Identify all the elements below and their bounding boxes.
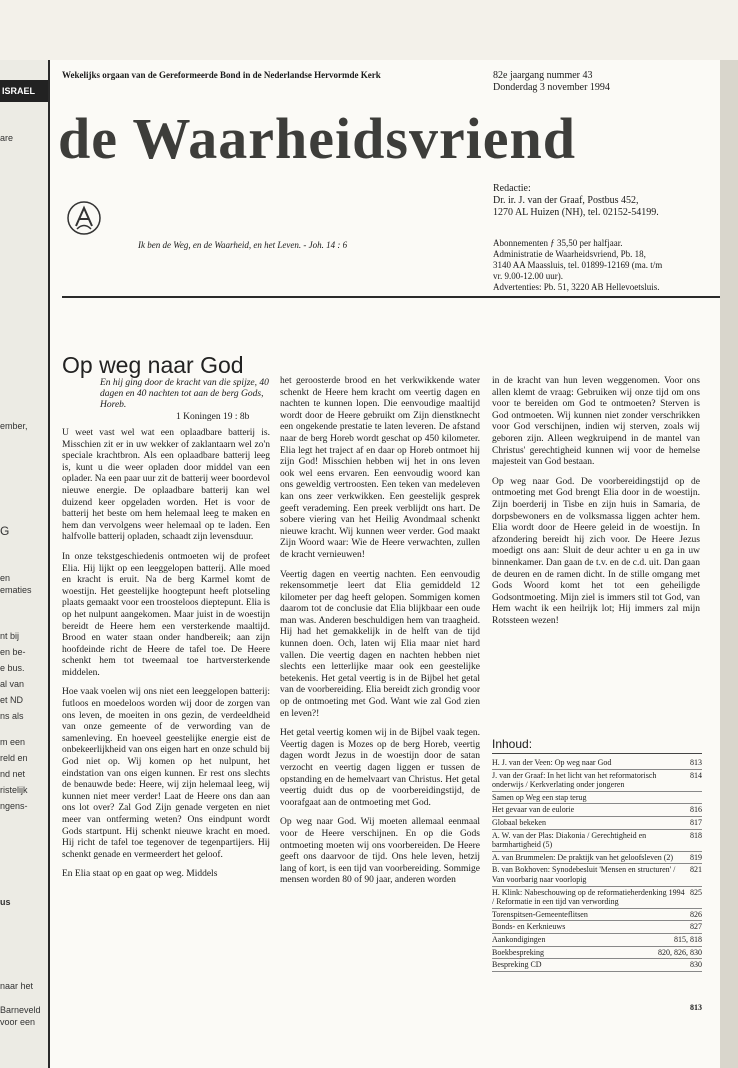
redactie-block (493, 183, 659, 219)
redactie-line: Dr. ir. J. van der Graaf, Postbus 452, (493, 195, 639, 206)
contents-entry (492, 959, 702, 972)
subscription-line: vr. 9.00-12.00 uur). (493, 271, 563, 281)
bible-reference: 1 Koningen 19 : 8b (176, 412, 250, 422)
strip-fragment: nd net (0, 769, 26, 779)
contents-entry-title: Het gevaar van de eulorie (492, 805, 575, 815)
page-edge-shadow (720, 60, 738, 1068)
masthead-rule (62, 296, 720, 298)
article-column-3 (492, 376, 700, 635)
contents-entry (492, 830, 702, 852)
contents-entry-title: H. Klink: Nabeschouwing op de reformatieherdenking 1994 / Reformatie in een tijd van verwording (492, 887, 685, 907)
contents-entry-page: 814 (690, 770, 702, 780)
strip-fragment: us (0, 897, 11, 907)
contents-entry-title: Torenspitsen-Gemeenteflitsen (492, 909, 588, 919)
strip-fragment: en be- (0, 647, 26, 657)
contents-entry-title: Boekbespreking (492, 947, 544, 957)
strip-fragment: ematies (0, 585, 32, 595)
issue-volume: 82e jaargang nummer 43 (493, 70, 593, 81)
contents-entry-title: Aankondigingen (492, 934, 546, 944)
contents-entry (492, 947, 702, 960)
contents-entry (492, 792, 702, 805)
subscription-line: Abonnementen ƒ 35,50 per halfjaar. (493, 238, 623, 248)
contents-entry-page: 818 (690, 830, 702, 840)
strip-fragment: ns als (0, 711, 24, 721)
paragraph: U weet vast wel wat een oplaadbare batterij is. Misschien zit er in uw wekker of zaklantaarn wel zo'n speciale krachtbron. Als een oplaadbare batterij leeg is, kunt u die weer opladen door middel van een oplader. Na een paar uur zit de batterij weer boordevol nieuwe energie. De oplaadbare batterij kan wel duizend keer opgeladen worden. Het is voor de batterij het beste om hem helemaal leeg te maken en hem dan vervolgens weer helemaal op te laden. Een halfvolle batterij opladen, schaadt zijn levensduur. (62, 428, 270, 543)
contents-entry (492, 757, 702, 770)
contents-entry (492, 770, 702, 792)
contents-entry-page: 830 (690, 960, 702, 970)
page-number: 813 (690, 1003, 702, 1012)
contents-entry-page: 816 (690, 805, 702, 815)
strip-fragment: ristelijk (0, 785, 28, 795)
contents-heading: Inhoud: (492, 737, 533, 751)
subscription-line: Administratie de Waarheidsvriend, Pb. 18, (493, 249, 646, 259)
paragraph: Het getal veertig komen wij in de Bijbel vaak tegen. Veertig dagen is Mozes op de berg Horeb, veertig dagen wordt Jezus in de woestijn door de satan verzocht en veertig dagen liggen er tussen de opstanding en de hemelvaart van Christus. Het getal veertig duidt dus op de voorbereidingstijd, de voorafgaat aan de ontmoeting met God. (280, 728, 480, 808)
article-column-2 (280, 376, 480, 895)
masthead-motto: Ik ben de Weg, en de Waarheid, en het Leven. - Joh. 14 : 6 (138, 240, 348, 250)
article-subtitle: En hij ging door de kracht van die spijze, 40 dagen en 40 nachten tot aan de berg Gods, Horeb. (100, 378, 269, 410)
strip-fragment: en (0, 573, 11, 583)
contents-entry-title: H. J. van der Veen: Op weg naar God (492, 758, 612, 767)
paragraph: Op weg naar God. Wij moeten allemaal eenmaal voor de Heere verschijnen. En op die Gods ontmoeting moeten wij ons voorbereiden. De Heere geeft ons daarvoor de tijd. Ons hele leven, hetzij lang of kort, is een tijd van voorbereiding. Sommige mensen worden 80 of 90 jaar, anderen worden (280, 817, 480, 886)
strip-fragment: m een (0, 737, 26, 747)
paragraph: En Elia staat op en gaat op weg. Middels (62, 869, 218, 880)
paragraph: Veertig dagen en veertig nachten. Een eenvoudig rekensommetje leert dat Elia gemiddeld 12 kilometer per dag heeft gelopen. Sommigen komen daarom tot de conclusie dat Elia blijkbaar een oude man was. Anderen beschuldigen hem van traagheid. Hij had het gemakkelijk in de helft van de tijd kunnen doen. Och, laten wij Elia maar niet hard vallen. Die veertig dagen en nachten hebben niet slechts een letterlijke maar ook een geestelijke betekenis. Het getal veertig is in de Bijbel het getal van de voorbereiding. Elia bereidt zich grondig voor op de ontmoeting met God. Want wie zal God zien en leven?! (280, 569, 480, 719)
subscription-line: 3140 AA Maassluis, tel. 01899-12169 (ma. t/m (493, 260, 663, 270)
contents-entry-page: 819 (690, 852, 702, 862)
strip-fragment: voor een (0, 1017, 36, 1027)
contents-entry-page: 820, 826, 830 (658, 947, 702, 957)
strip-fragment: nt bij (0, 631, 20, 641)
strip-fragment: al van (0, 679, 25, 689)
contents-entry (492, 804, 702, 817)
strip-label-israel: ISRAEL (0, 80, 48, 102)
contents-list (492, 757, 702, 972)
strip-fragment: ngens- (0, 801, 28, 811)
strip-fragment: et ND (0, 695, 24, 705)
masthead-title: de Waarheidsvriend (58, 106, 577, 171)
contents-entry-title: J. van der Graaf: In het licht van het reformatorisch onderwijs / Kerkverlating onder jongeren (492, 770, 657, 790)
contents-entry-page: 827 (690, 922, 702, 932)
contents-entry (492, 909, 702, 922)
redactie-line: Redactie: (493, 183, 531, 194)
contents-entry-title: B. van Bokhoven: Synodebesluit 'Mensen en structuren' / Van voorbarig naar voorlopig (492, 865, 676, 884)
contents-entry-page: 825 (690, 887, 702, 897)
subscription-block (493, 238, 662, 293)
contents-entry (492, 852, 702, 865)
strip-fragment: e bus. (0, 663, 25, 673)
contents-entry (492, 864, 702, 886)
issue-info (493, 70, 610, 94)
article-column-1 (62, 428, 270, 889)
paragraph: In onze tekstgeschiedenis ontmoeten wij de profeet Elia. Hij lijkt op een leeggelopen batterij. Alle moed en kracht is eruit. Na de berg Karmel komt de woestijn. Het geestelijke hoogtepunt heeft plotseling plaats gemaakt voor een troosteloos dieptepunt. Elia is op het nulpunt aangekomen. Maar juist in de woestijn bereidt de Heere hem een versterkende maaltijd. Brood en water staan onder handbereik; aan zijn hoofdeinde richt de Heere de tafel toe. De Heere schenkt hem tot tweemaal toe hartversterkende middelen. (62, 551, 270, 678)
article-title: Op weg naar God (62, 352, 244, 378)
masthead-tagline: Wekelijks orgaan van de Gereformeerde Bond in de Nederlandse Hervormde Kerk (62, 70, 381, 80)
paragraph: Op weg naar God. De voorbereidingstijd op de ontmoeting met God brengt Elia door in de woestijn. Zijn boerderij in Tisbe en zijn huis in Samaria, de dorpsbewoners en de volksmassa liggen achter hem. Elia wordt door de Heere geleid in de woestijn. In afzondering bereidt hij zich voor. De Heere Jezus moedigt ons aan: Sluit de deur achter u en ga in uw binnenkamer. Dan gaan de t.v. en de c.d. uit. Dan gaan de deuren en de ramen dicht. In de stille omgang met Gods Woord komt het tot een geheiligde Godsontmoeting. Mijn ziel is immers stil tot God, van Hem wacht ik een heilrijk lot; Hij immers zal mijn Rotssteen wezen! (492, 476, 700, 626)
contents-entry-title: Bonds- en Kerknieuws (492, 922, 566, 932)
contents-entry (492, 887, 702, 909)
contents-entry (492, 921, 702, 934)
contents-entry-page: 821 (690, 865, 702, 875)
contents-entry-title: Globaal bekeken (492, 817, 546, 827)
strip-fragment: Barneveld (0, 1005, 41, 1015)
contents-entry-title: Samen op Weg een stap terug (492, 792, 587, 802)
contents-entry-title: Bespreking CD (492, 960, 542, 970)
logo-alpha-omega-icon (66, 200, 102, 236)
contents-entry-page: 815, 818 (674, 934, 702, 944)
contents-entry-page: 813 (690, 758, 702, 767)
subscription-line: Advertenties: Pb. 51, 3220 AB Hellevoetsluis. (493, 282, 660, 292)
contents-entry (492, 817, 702, 830)
contents-entry-page: 826 (690, 909, 702, 919)
contents-entry-title: A. van Brummelen: De praktijk van het geloofsleven (2) (492, 852, 674, 862)
strip-fragment: are (0, 133, 14, 143)
contents-entry-title: A. W. van der Plas: Diakonia / Gerechtigheid en barmhartigheid (5) (492, 830, 647, 850)
strip-fragment: ember, (0, 421, 28, 431)
previous-page-margin-strip (0, 60, 48, 1068)
contents-rule (492, 753, 702, 754)
strip-fragment: G (0, 524, 10, 538)
contents-entry-page: 817 (690, 817, 702, 827)
paragraph: in de kracht van hun leven weggenomen. Voor ons allen klemt de vraag: Gebruiken wij onze tijd om ons voor te bereiden om God te ontmoeten? Sterven is God ontmoeten. Wij kunnen niet zonder verschrikken voor God verschijnen, indien wij sterven, zoals wij geboren zijn. Alleen wegkruipend in de mantel van Christus' gerechtigheid kunnen wij voor de hemelse majesteit van God bestaan. (492, 376, 700, 468)
paragraph: Hoe vaak voelen wij ons niet een leeggelopen batterij: futloos en moedeloos worden wij door de zorgen van ons leven, de moeiten in ons gezin, de verdeeldheid van onze gemeente of de verwording van de samenleving. En hoeveel geestelijke energie eist de onbekeerlijkheid van ons eigen hart en onze schuld bij God niet op. Wij komen op het nulpunt, het eindstation van ons eigen kunnen. Er rest ons slechts de benauwde bede: Heere, wij zijn helemaal leeg, wij kunnen niet meer verder! Laat de Heere ons dan aan ons lot over? Zal God Zijn genade vergeten en niet meer van ontferming weten? Ons eindpunt wordt Gods startpunt. Hij schenkt nieuwe kracht en moed. Hij richt de tafel toe tegenover de tegenpartijers. Hij schenkt genade en vermeerdert het geloof. (62, 687, 270, 860)
issue-date: Donderdag 3 november 1994 (493, 82, 610, 93)
paragraph: het geroosterde brood en het verkwikkende water schenkt de Heere hem kracht om veertig dagen en nachten te kunnen lopen. Die eenvoudige maaltijd wordt door de Heere gebruikt om Zijn dienstknecht een ongekende prestatie te laten leveren. De afstand naar de berg Horeb wordt geschat op 450 kilometer. Elia legt het traject af en daar op Horeb ontmoet hij zijn God! Misschien hebben wij het in ons leven ook wel eens ervaren. Een eenvoudig woord kan ons geweldig vertroosten. Een teken van medeleven kan ons zeer verkwikken. Een geestelijk gesprek geeft verademing. Een preek verblijdt ons hart. De sobere viering van het Heilig Avondmaal schenkt nieuwe kracht. Wij kunnen weer verder. God maakt Zijn Woord waar: Wie de Heere verwachten, zullen de kracht vernieuwen! (280, 376, 480, 560)
strip-fragment: reld en (0, 753, 28, 763)
contents-entry (492, 934, 702, 947)
redactie-line: 1270 AL Huizen (NH), tel. 02152-54199. (493, 207, 659, 218)
strip-fragment: naar het (0, 981, 34, 991)
